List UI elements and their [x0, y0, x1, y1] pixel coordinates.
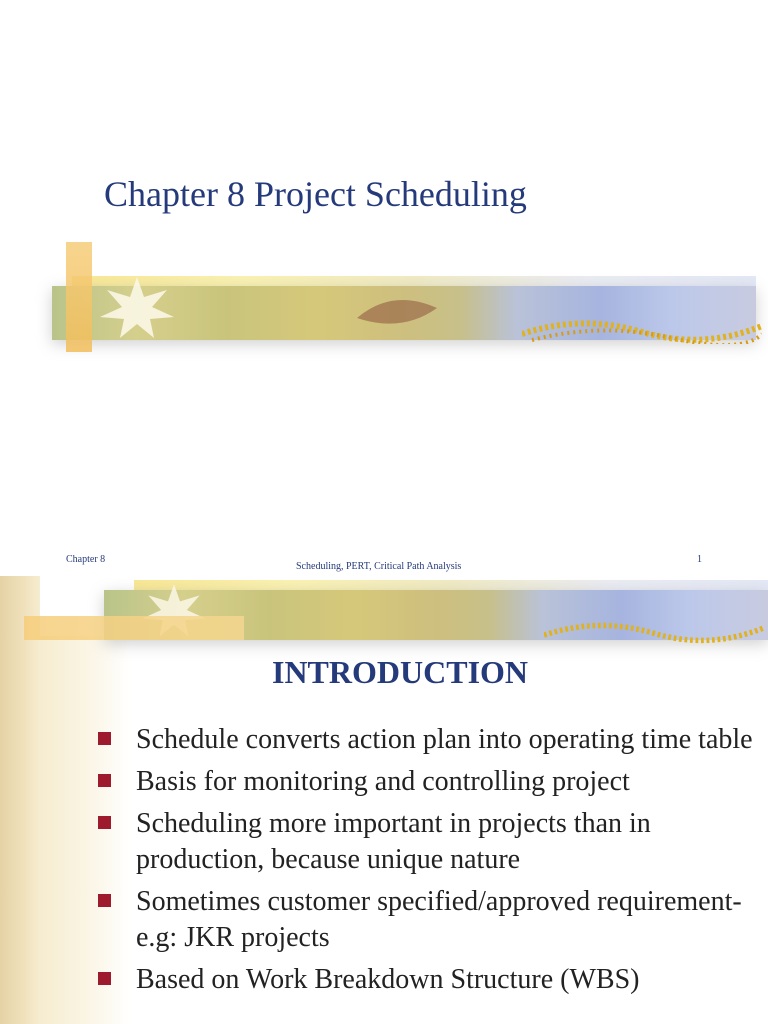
parchment-texture — [0, 576, 40, 1024]
bullet-text: Scheduling more important in projects than in production, because unique nature — [136, 808, 651, 875]
leaf-icon — [352, 288, 442, 338]
footer-subject: Scheduling, PERT, Critical Path Analysis — [296, 561, 462, 572]
square-bullet-icon — [98, 972, 111, 985]
bullet-text: Sometimes customer specified/approved requirement-e.g: JKR projects — [136, 886, 742, 953]
list-item — [98, 722, 758, 758]
list-item — [98, 962, 758, 998]
square-bullet-icon — [98, 732, 111, 745]
footer-page-number: 1 — [697, 554, 702, 565]
bullet-text: Schedule converts action plan into operating time table — [136, 724, 753, 755]
leaf-icon — [92, 272, 182, 342]
bullet-text: Based on Work Breakdown Structure (WBS) — [136, 964, 640, 995]
list-item — [98, 884, 758, 956]
bullet-list — [98, 722, 758, 1004]
banner-vertical-bar — [66, 242, 92, 352]
slide-title: Chapter 8 Project Scheduling — [104, 174, 527, 214]
section-title: INTRODUCTION — [271, 654, 529, 690]
banner-lower-bar — [24, 616, 244, 640]
grass-decoration — [522, 304, 762, 344]
list-item — [98, 806, 758, 878]
bullet-text: Basis for monitoring and controlling project — [136, 766, 630, 797]
list-item — [98, 764, 758, 800]
square-bullet-icon — [98, 894, 111, 907]
decorative-banner — [52, 286, 756, 340]
square-bullet-icon — [98, 816, 111, 829]
grass-decoration — [544, 606, 764, 646]
footer-chapter: Chapter 8 — [66, 554, 106, 565]
square-bullet-icon — [98, 774, 111, 787]
slide-2 — [0, 576, 768, 1024]
